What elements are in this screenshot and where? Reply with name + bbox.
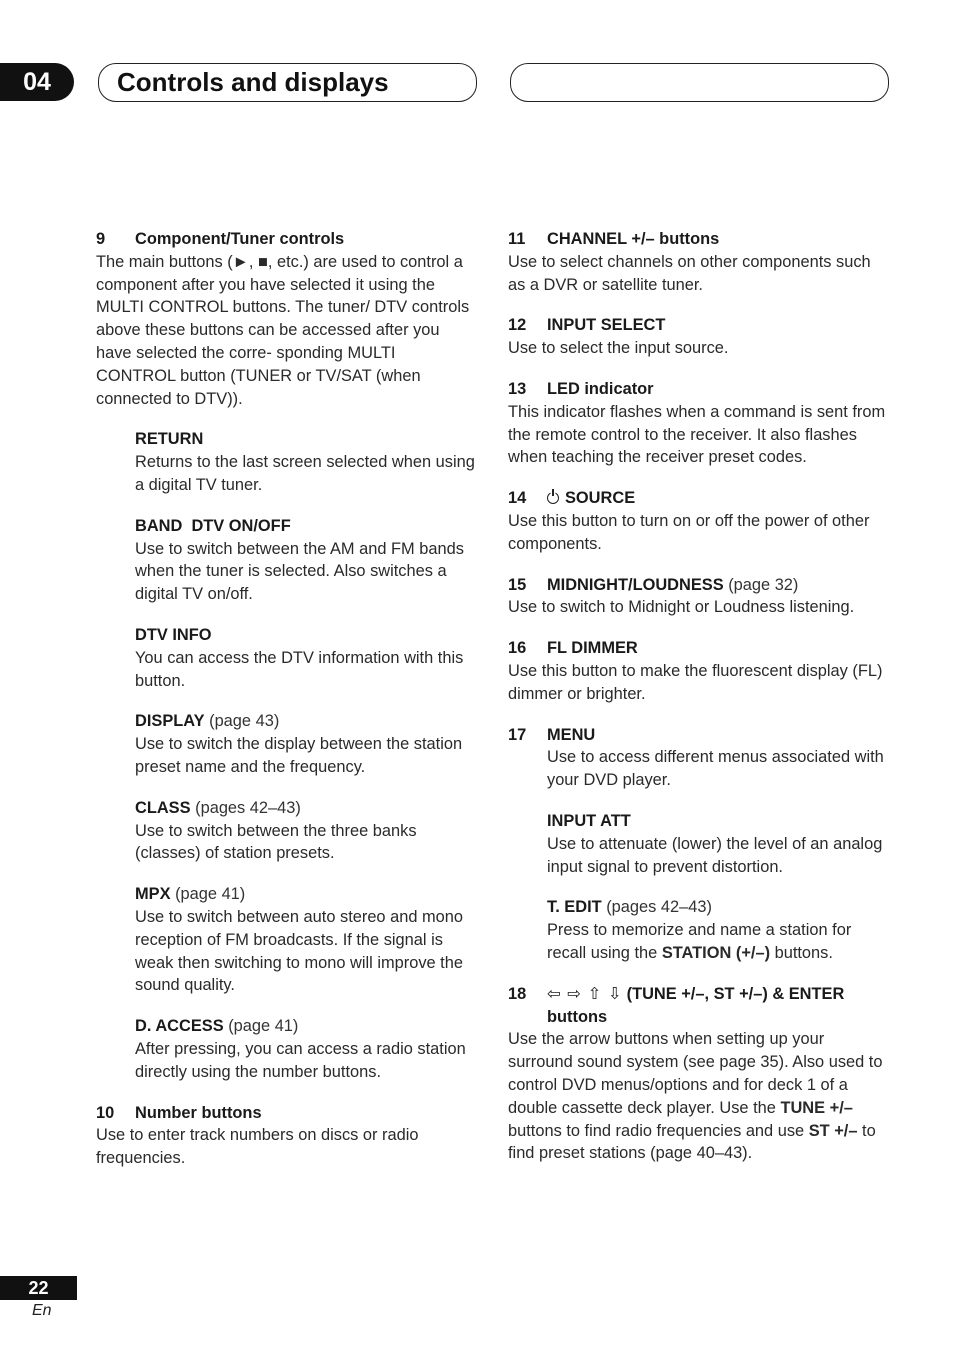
description-text: buttons to find radio frequencies and use [508,1121,805,1140]
subitem-heading [547,896,892,919]
right-column [508,228,892,1183]
item-heading [508,487,892,510]
item-title: Component/Tuner controls [135,230,345,248]
item-description: The main buttons (►, ■, etc.) are used to control a component after you have selected it using the MULTI CONTROL buttons. The tuner/ DTV controls above these buttons can be accessed after you have selected the corre- sponding MULTI CONTROL button (TUNER or TV/SAT (when connected to DTV)). [96,252,470,408]
item-10 [96,1102,476,1170]
subitem-title: MPX [135,885,171,904]
subitem-description: Use to switch between the AM and FM bands when the tuner is selected. Also switches a digital TV on/off. [135,539,464,604]
description-text: to find preset stations (page 40–43). [508,1121,876,1163]
item-title: Number buttons [135,1103,262,1122]
item-title: CHANNEL +/– buttons [547,230,720,248]
item-number: 13 [508,379,527,398]
item-heading [508,983,892,1029]
item-heading [508,314,892,337]
tune-button-label: TUNE +/– [780,1098,853,1117]
subitem-title: BAND DTV ON/OFF [135,516,291,535]
subitem-description: Returns to the last screen selected when using a digital TV tuner. [135,453,475,494]
item-number: 15 [508,575,527,594]
item-title: SOURCE [565,489,636,508]
chapter-title-box [98,63,477,102]
subitem-title: CLASS [135,798,191,817]
subitem-title: INPUT ATT [547,811,631,830]
description-text: Press to memorize and name a station for recall using the [547,921,852,962]
page-title: Controls and displays [117,67,389,97]
subitem-return [135,428,476,496]
item-number: 9 [96,230,106,248]
subitem-title: DISPLAY [135,712,205,731]
subitem-title: D. ACCESS [135,1017,224,1036]
page-reference: (page 41) [228,1017,299,1036]
page-reference: (page 32) [728,575,799,594]
subitem-class [135,797,476,865]
item-12 [508,314,892,360]
item-description: Use to enter track numbers on discs or radio frequencies. [96,1126,419,1168]
item-number: 11 [508,230,526,248]
description-text: buttons. [774,943,833,962]
item-heading [508,724,892,747]
header-right-box [510,63,889,102]
page-number: 22 [0,1276,77,1300]
station-button-label: STATION (+/–) [661,943,771,962]
item-heading [96,228,476,251]
item-title: MENU [547,725,596,744]
page-reference: (pages 42–43) [195,798,301,817]
page-reference: (page 43) [209,712,280,731]
item-heading [508,228,892,251]
item-9 [96,228,476,410]
item-description: Use this button to turn on or off the power of other components. [508,511,870,553]
item-number: 14 [508,489,527,508]
item-heading [508,574,892,597]
item-description: This indicator flashes when a command is sent from the remote control to the receiver. It also flashes when teaching the receiver preset codes. [508,402,886,467]
item-13 [508,378,892,469]
item-number: 16 [508,639,527,658]
item-description [508,1028,892,1165]
page-reference: (page 41) [175,885,246,904]
subitem-description [547,919,892,965]
item-title: LED indicator [547,379,654,398]
item-title-wrap [547,574,892,597]
item-14 [508,487,892,555]
subitem-description: Use to switch between the three banks (classes) of station presets. [135,821,417,863]
subitem-description: Use to switch the display between the station preset name and the frequency. [135,735,463,776]
item-title: MIDNIGHT/LOUDNESS [547,575,724,594]
item-17 [508,724,892,792]
item-title: FL DIMMER [547,639,638,658]
item-number: 17 [508,725,527,744]
description-text: Use the arrow buttons when setting up your surround sound system (see page 35). Also used to control DVD menus/options and for deck 1 of a double cassette deck player. Use the [508,1030,883,1117]
item-description: Use to access different menus associated with your DVD player. [547,748,884,790]
subitem-heading [135,710,476,733]
st-button-label: ST +/– [808,1121,858,1140]
item-title: INPUT SELECT [547,316,666,335]
item-18 [508,983,892,1165]
subitem-d-access [135,1015,476,1083]
subitem-band [135,515,476,606]
chapter-number-tab: 04 [0,63,74,101]
subitem-title: DTV INFO [135,625,212,644]
item-heading [508,378,892,401]
item-number: 18 [508,984,527,1003]
subitem-mpx [135,883,476,997]
item-description: Use to select channels on other components such as a DVR or satellite tuner. [508,252,871,294]
arrow-buttons-icon: ⇦ ⇨ ⇧ ⇩ [547,984,623,1003]
subitem-input-att [547,810,892,878]
subitem-description: Use to attenuate (lower) the level of an analog input signal to prevent distortion. [547,834,883,876]
item-title: (TUNE +/–, ST +/–) & ENTER buttons [547,984,845,1026]
item-15 [508,574,892,620]
subitem-title: RETURN [135,430,204,449]
subitem-display [135,710,476,778]
item-title-wrap [547,487,892,510]
subitem-heading [135,1015,476,1038]
page-reference: (pages 42–43) [606,898,712,917]
subitem-title: T. EDIT [547,898,602,917]
item-description: Use to select the input source. [508,339,729,358]
subitem-description: After pressing, you can access a radio station directly using the number buttons. [135,1039,466,1081]
subitem-description: Use to switch between auto stereo and mono reception of FM broadcasts. If the signal is weak then switching to mono will improve the sound quality. [135,907,464,995]
power-icon [547,492,559,504]
item-description: Use this button to make the fluorescent display (FL) dimmer or brighter. [508,661,883,703]
item-heading [96,1102,476,1125]
subitem-t-edit [547,896,892,964]
item-title-wrap [547,983,892,1029]
subitem-heading [135,797,476,820]
item-number: 12 [508,316,527,335]
subitem-description: You can access the DTV information with this button. [135,648,464,690]
item-number: 10 [96,1103,115,1122]
item-16 [508,637,892,705]
left-column [96,228,476,1188]
item-11 [508,228,892,296]
subitem-heading [135,883,476,906]
item-description: Use to switch to Midnight or Loudness listening. [508,598,855,617]
subitem-dtv-info [135,624,476,692]
page-language: En [32,1302,52,1319]
item-heading [508,637,892,660]
